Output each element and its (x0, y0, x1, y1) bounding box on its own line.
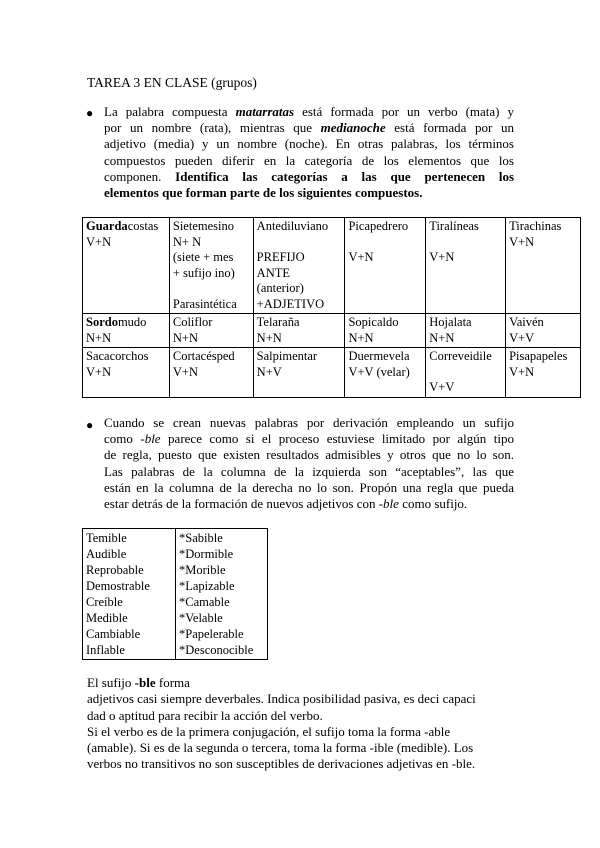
compound-word: Telaraña (256, 315, 300, 329)
compound-word: Hojalata (429, 315, 472, 329)
compound-word: Tirachinas (509, 219, 562, 233)
compounds-row-2 (83, 314, 581, 348)
acceptable-adjective: Cambiable (86, 627, 141, 641)
compound-word: Sietemesino (172, 219, 234, 233)
compound-analysis (348, 235, 422, 251)
compounds-table (82, 217, 581, 398)
unacceptable-adjective: *Camable (179, 595, 230, 609)
compound-analysis: + sufijo ino) (172, 265, 235, 280)
compound-word: Coliflor (172, 315, 213, 329)
compound-analysis: N+N (348, 330, 374, 345)
acceptable-adjective: Demostrable (86, 579, 150, 593)
acceptable-adjective: Reprobable (86, 563, 144, 577)
compound-word: Vaivén (509, 315, 544, 329)
sufijo-line-4: Si el verbo es de la primera conjugación, el sufijo toma la forma -able (87, 723, 451, 739)
compound-analysis: PREFIJO (256, 250, 305, 264)
compound-cell (169, 348, 253, 398)
compound-word: Correveidile (429, 349, 492, 363)
sufijo-line-3: dad o aptitud para recibir la acción del verbo. (87, 707, 323, 723)
unacceptable-adjective: *Sabible (179, 531, 223, 545)
compound-word: Pisapapeles (509, 349, 568, 363)
compound-cell (345, 314, 426, 348)
bullet-2: ● (86, 418, 94, 432)
compound-cell (253, 314, 345, 348)
compound-analysis: N+V (256, 364, 282, 379)
unacceptable-adjective: *Morible (179, 563, 226, 577)
compound-analysis: +ADJETIVO (256, 296, 325, 311)
compound-analysis (429, 235, 502, 251)
compound-analysis: Parasintética (172, 296, 237, 311)
paragraph-ble (104, 415, 514, 512)
compound-analysis: V+N (86, 364, 112, 379)
compound-cell (83, 348, 170, 398)
compound-analysis: N+N (256, 330, 282, 345)
unacceptable-adjective: *Velable (179, 611, 223, 625)
compound-analysis: V+N (348, 250, 374, 264)
unacceptable-column (176, 529, 268, 660)
compound-cell (345, 218, 426, 314)
compound-analysis: N+N (86, 330, 112, 345)
sufijo-line-1: El sufijo -ble forma (87, 675, 190, 690)
compound-cell (426, 314, 506, 348)
compound-analysis: N+N (429, 330, 455, 345)
compound-word: Guardacostas (86, 219, 159, 233)
adjectives-table (82, 528, 268, 660)
compound-cell (253, 218, 345, 314)
compound-cell (506, 218, 581, 314)
sufijo-line-5: (amable). Si es de la segunda o tercera, toma la forma -ible (medible). Los (87, 740, 474, 756)
p1-line-2: por un nombre (rata), mientras que medianoche está formada por un (104, 120, 514, 136)
unacceptable-adjective: *Desconocible (179, 643, 254, 657)
p1-line-1: La palabra compuesta matarratas está formada por un verbo (mata) y (104, 104, 514, 119)
compound-word: Sordomudo (86, 315, 147, 329)
compound-analysis: V+N (509, 234, 535, 249)
p2-line-5: están en la columna de la derecha no lo son. Propón una regla que pueda (104, 479, 514, 495)
compound-cell (169, 218, 253, 314)
compound-word: Sacacorchos (86, 349, 149, 363)
acceptable-adjective: Temible (86, 531, 127, 545)
p1-line-3: adjetivo (media) y un nombre (noche). En otras palabras, los términos (104, 136, 514, 152)
compound-analysis: V+N (86, 234, 112, 249)
unacceptable-adjective: *Papelerable (179, 627, 244, 641)
compound-word: Tiralíneas (429, 219, 479, 233)
sufijo-line-2: adjetivos casi siempre deverbales. Indica posibilidad pasiva, es deci capaci (87, 691, 476, 707)
compounds-row-3 (83, 348, 581, 398)
sufijo-answer (87, 675, 527, 773)
acceptable-adjective: Medible (86, 611, 128, 625)
unacceptable-adjective: *Dormible (179, 547, 234, 561)
sufijo-line-6: verbos no transitivos no son susceptibles de derivaciones adjetivas en -ble. (87, 756, 476, 772)
compound-analysis: V+V (velar) (348, 364, 410, 379)
acceptable-column (83, 529, 176, 660)
compound-word: Duermevela (348, 349, 410, 363)
unacceptable-adjective: *Lapizable (179, 579, 235, 593)
compound-cell (253, 348, 345, 398)
task-title: TAREA 3 EN CLASE (grupos) (87, 75, 257, 90)
compound-analysis: V+V (429, 380, 455, 394)
compound-analysis: V+N (429, 250, 455, 264)
paragraph-compounds (104, 104, 514, 201)
compound-analysis (173, 281, 250, 297)
compound-cell (506, 314, 581, 348)
compound-word: Antediluviano (256, 219, 329, 233)
compound-cell (83, 218, 170, 314)
compound-analysis: N+ N (172, 234, 202, 249)
compound-word: Salpimentar (256, 349, 318, 363)
compound-analysis: ANTE (256, 265, 290, 280)
compound-analysis: V+N (509, 364, 535, 379)
compound-analysis: V+V (509, 330, 535, 345)
p1-line-4: compuestos pueden diferir en la categoría de los elementos que los (104, 152, 514, 168)
p2-line-2: como -ble parece como si el proceso estuviese limitado por algún tipo (104, 431, 514, 447)
acceptable-adjective: Creíble (86, 595, 123, 609)
p2-line-4: Las palabras de la columna de la izquierda son “aceptables”, las que (104, 463, 514, 479)
compounds-row-1 (83, 218, 581, 314)
acceptable-adjective: Audible (86, 547, 127, 561)
compound-analysis (257, 235, 342, 251)
compound-analysis: N+N (172, 330, 198, 345)
p2-line-3: de regla, puesto que existen resultados admisibles y otros que no lo son. (104, 447, 514, 463)
compound-cell (169, 314, 253, 348)
compound-cell (345, 348, 426, 398)
p1-line-6: elementos que forman parte de los siguientes compuestos. (104, 185, 423, 201)
compound-word: Sopicaldo (348, 315, 399, 329)
compound-word: Cortacésped (172, 349, 235, 363)
p1-line-5: componen. Identifica las categorías a las que pertenecen los (104, 168, 514, 184)
compound-analysis: (anterior) (256, 281, 304, 295)
compound-analysis: V+N (172, 364, 198, 379)
bullet-1: ● (86, 106, 94, 120)
p2-line-1: Cuando se crean nuevas palabras por derivación empleando un sufijo (104, 415, 514, 430)
compound-word: Picapedrero (348, 219, 409, 233)
compound-analysis (429, 365, 502, 381)
compound-cell (426, 348, 506, 398)
p2-line-6: estar detrás de la formación de nuevos adjetivos con -ble como sufijo. (104, 496, 468, 512)
compound-cell (83, 314, 170, 348)
acceptable-adjective: Inflable (86, 643, 125, 657)
compound-analysis: (siete + mes (172, 250, 234, 264)
compound-cell (506, 348, 581, 398)
compound-cell (426, 218, 506, 314)
